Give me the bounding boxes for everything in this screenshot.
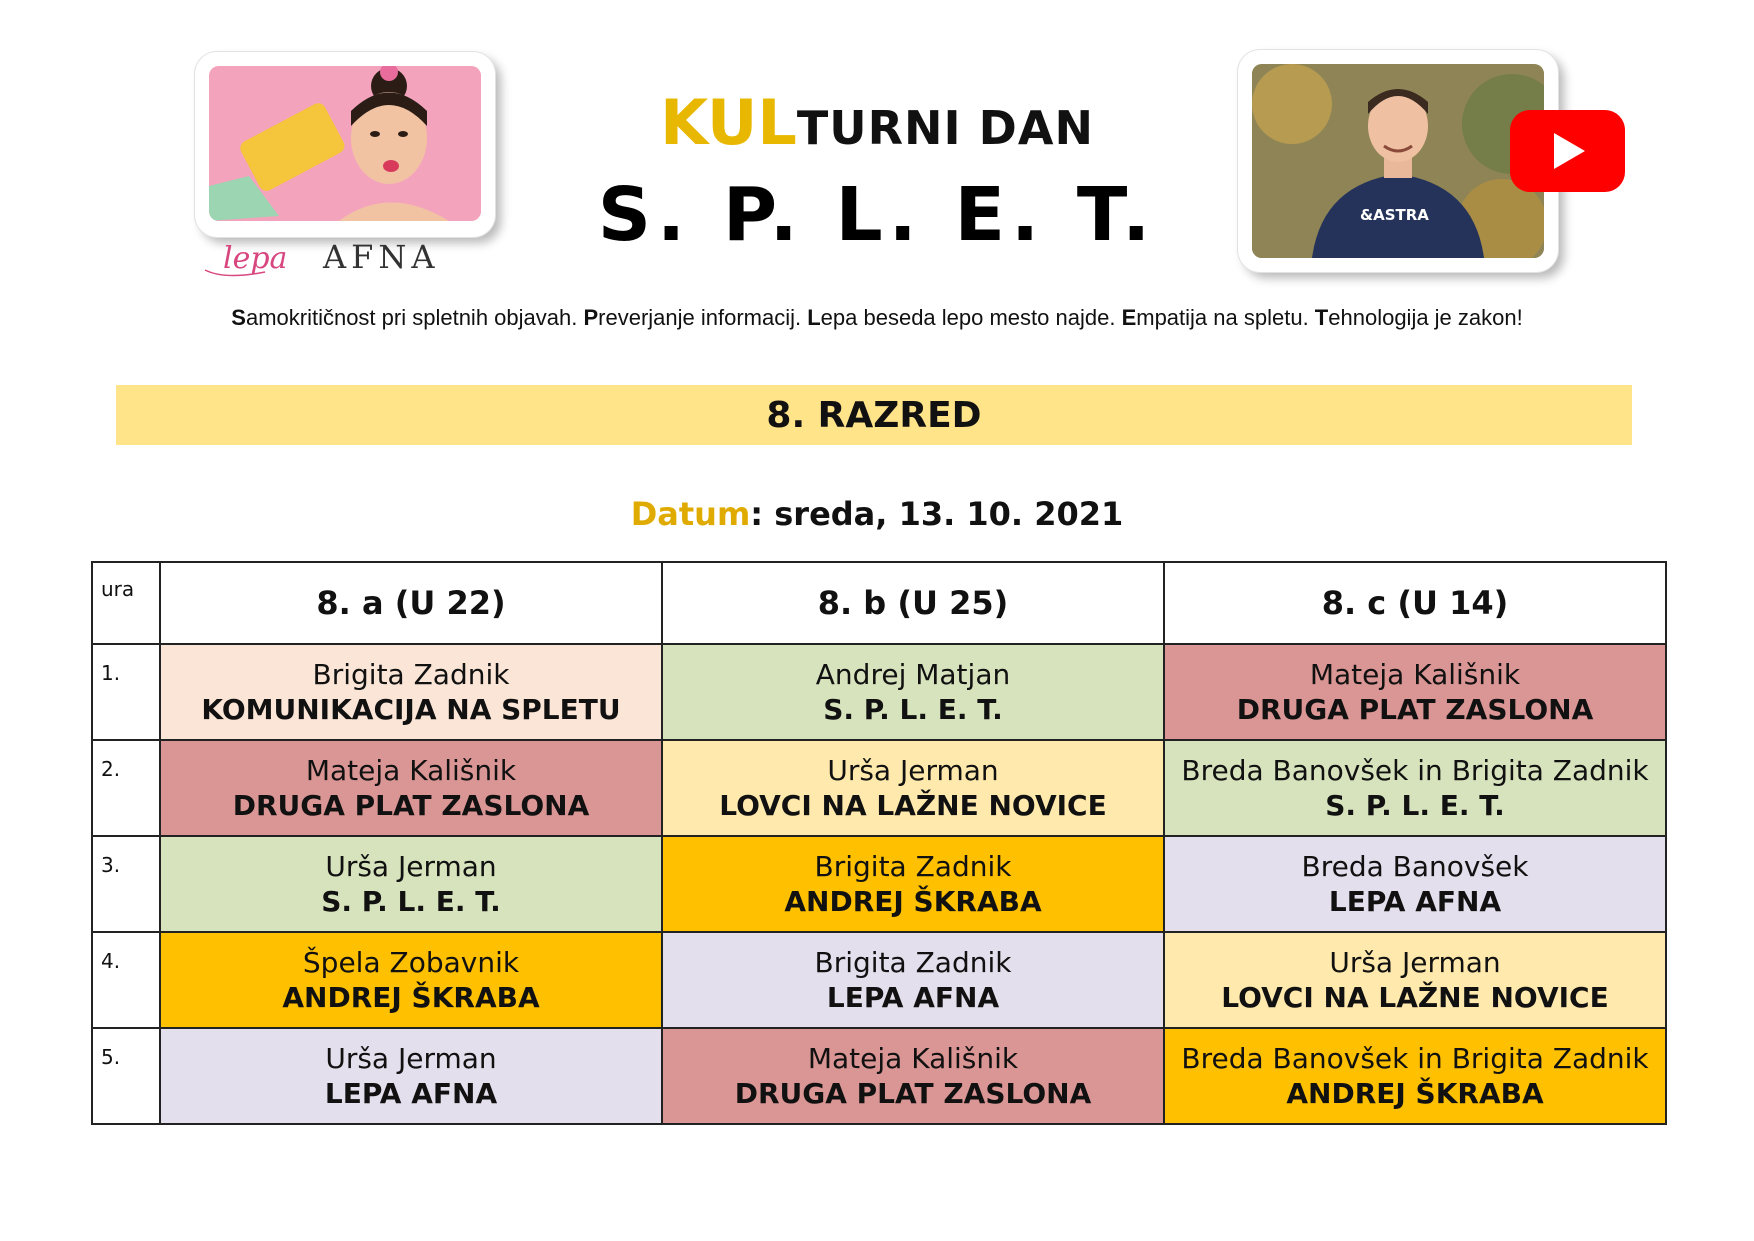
logo-script-text: lepa xyxy=(223,241,288,276)
title-turni-dan: TURNI DAN xyxy=(796,101,1094,155)
schedule-table xyxy=(91,561,1667,1125)
svg-text:&ASTRA: &ASTRA xyxy=(1360,206,1429,224)
tagline-part-l: epa beseda lepo mesto najde. xyxy=(820,305,1122,330)
teacher-name: Breda Banovšek in Brigita Zadnik xyxy=(1181,1042,1649,1075)
teacher-name: Brigita Zadnik xyxy=(312,658,510,691)
title-kul: KUL xyxy=(660,86,797,159)
teacher-name: Mateja Kališnik xyxy=(1309,658,1521,691)
date-line xyxy=(0,495,1754,533)
schedule-cell xyxy=(662,740,1164,836)
schedule-cell xyxy=(1164,932,1666,1028)
tagline-part-p: reverjanje informacij. xyxy=(598,305,808,330)
schedule-cell xyxy=(160,644,662,740)
grade-banner: 8. RAZRED xyxy=(116,385,1632,445)
teacher-name: Urša Jerman xyxy=(827,754,999,787)
tagline-initial-s: S xyxy=(231,305,246,330)
workshop-topic: ANDREJ ŠKRABA xyxy=(784,885,1042,918)
table-header-row xyxy=(92,562,1666,644)
period-number: 5. xyxy=(92,1028,160,1124)
schedule-cell xyxy=(160,932,662,1028)
youtube-play-icon xyxy=(1510,110,1625,192)
schedule-cell xyxy=(1164,644,1666,740)
schedule-cell xyxy=(1164,740,1666,836)
table-row xyxy=(92,740,1666,836)
period-number: 3. xyxy=(92,836,160,932)
teacher-name: Brigita Zadnik xyxy=(814,946,1012,979)
event-subtitle: S. P. L. E. T. xyxy=(597,172,1157,258)
schedule-cell xyxy=(160,740,662,836)
teacher-name: Andrej Matjan xyxy=(815,658,1011,691)
tagline-part-e: mpatija na spletu. xyxy=(1136,305,1315,330)
table-row xyxy=(92,932,1666,1028)
table-row xyxy=(92,1028,1666,1124)
workshop-topic: ANDREJ ŠKRABA xyxy=(1286,1077,1544,1110)
schedule-cell xyxy=(662,836,1164,932)
teacher-name: Mateja Kališnik xyxy=(305,754,517,787)
workshop-topic: S. P. L. E. T. xyxy=(823,693,1003,726)
tagline-initial-l: L xyxy=(807,305,821,330)
workshop-topic: LEPA AFNA xyxy=(1328,885,1502,918)
andrej-illustration xyxy=(1252,64,1544,258)
workshop-topic: LOVCI NA LAŽNE NOVICE xyxy=(719,789,1107,822)
workshop-topic: LEPA AFNA xyxy=(324,1077,498,1110)
period-number: 1. xyxy=(92,644,160,740)
workshop-topic: DRUGA PLAT ZASLONA xyxy=(1236,693,1594,726)
workshop-topic: LOVCI NA LAŽNE NOVICE xyxy=(1221,981,1609,1014)
teacher-name: Mateja Kališnik xyxy=(807,1042,1019,1075)
workshop-topic: LEPA AFNA xyxy=(826,981,1000,1014)
workshop-topic: ANDREJ ŠKRABA xyxy=(282,981,540,1014)
workshop-topic: S. P. L. E. T. xyxy=(321,885,501,918)
teacher-name: Urša Jerman xyxy=(1329,946,1501,979)
tagline xyxy=(0,305,1754,331)
schedule-cell xyxy=(662,1028,1164,1124)
teacher-name: Breda Banovšek xyxy=(1301,850,1529,883)
schedule-cell xyxy=(160,1028,662,1124)
andrej-photo xyxy=(1252,64,1544,258)
schedule-cell xyxy=(160,836,662,932)
tagline-initial-t: T xyxy=(1314,305,1329,330)
date-label: Datum xyxy=(630,495,751,533)
tagline-part-t: ehnologija je zakon! xyxy=(1328,305,1523,330)
period-number: 4. xyxy=(92,932,160,1028)
logo-caps-text: AFNA xyxy=(323,238,440,276)
workshop-topic: DRUGA PLAT ZASLONA xyxy=(232,789,590,822)
tagline-initial-p: P xyxy=(583,305,599,330)
table-row xyxy=(92,644,1666,740)
schedule-cell xyxy=(662,932,1164,1028)
column-header-8c: 8. c (U 14) xyxy=(1164,562,1666,644)
teacher-name: Breda Banovšek in Brigita Zadnik xyxy=(1181,754,1649,787)
schedule-cell xyxy=(1164,836,1666,932)
schedule-cell xyxy=(1164,1028,1666,1124)
tagline-part-s: amokritičnost pri spletnih objavah. xyxy=(245,305,584,330)
teacher-name: Špela Zobavnik xyxy=(302,946,520,979)
date-value: : sreda, 13. 10. 2021 xyxy=(750,495,1124,533)
column-header-8b: 8. b (U 25) xyxy=(662,562,1164,644)
column-header-8a: 8. a (U 22) xyxy=(160,562,662,644)
workshop-topic: KOMUNIKACIJA NA SPLETU xyxy=(201,693,621,726)
workshop-topic: S. P. L. E. T. xyxy=(1325,789,1505,822)
table-row xyxy=(92,836,1666,932)
tagline-initial-e: E xyxy=(1121,305,1137,330)
teacher-name: Brigita Zadnik xyxy=(814,850,1012,883)
schedule-cell xyxy=(662,644,1164,740)
period-number: 2. xyxy=(92,740,160,836)
teacher-name: Urša Jerman xyxy=(325,1042,497,1075)
ura-header: ura xyxy=(92,562,160,644)
teacher-name: Urša Jerman xyxy=(325,850,497,883)
workshop-topic: DRUGA PLAT ZASLONA xyxy=(734,1077,1092,1110)
